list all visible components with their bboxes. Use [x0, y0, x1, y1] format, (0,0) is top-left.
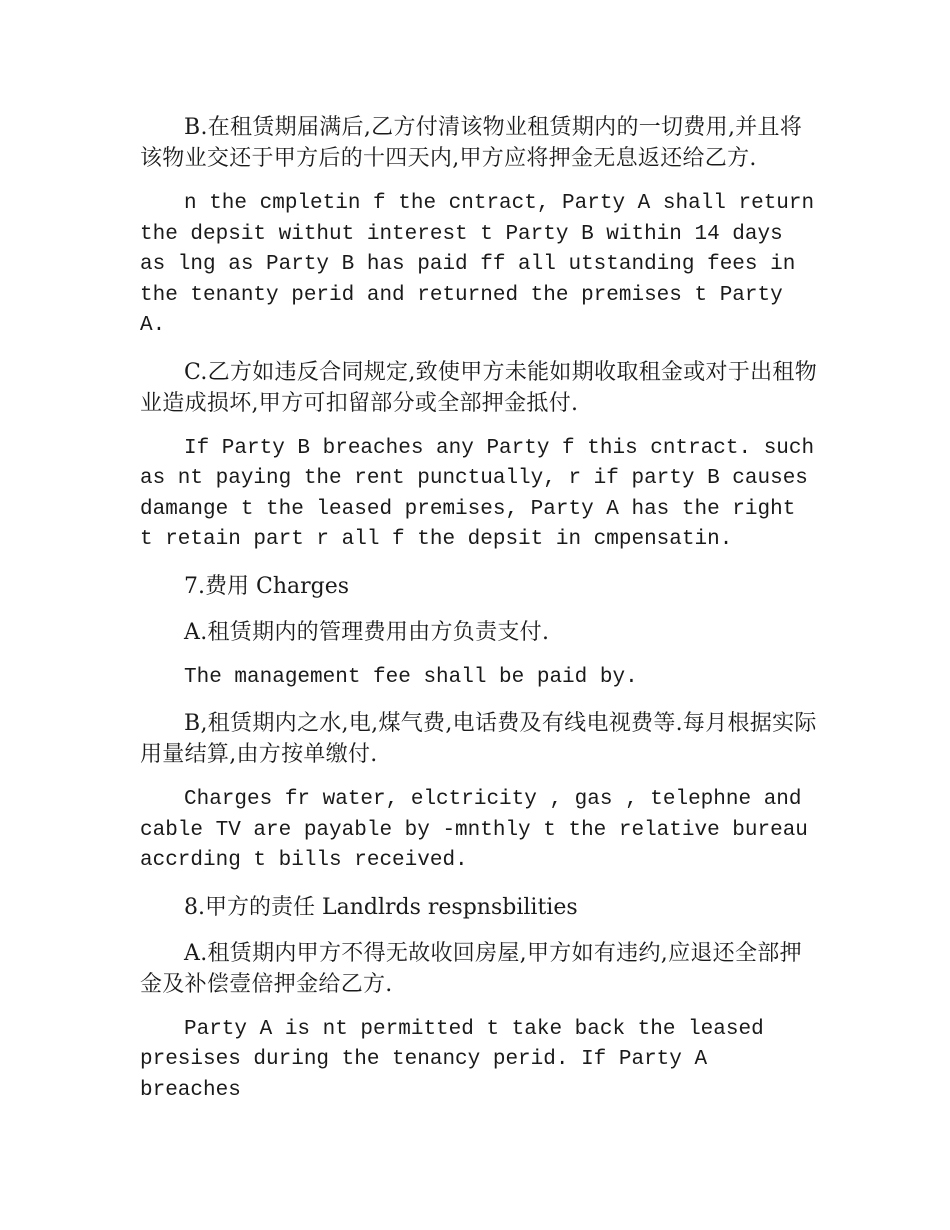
section-8-heading: 8.甲方的责任 Landlrds respnsbilities [184, 894, 578, 920]
clause-7a-management-fee-cn: A.租赁期内的管理费用由方负责支付. [184, 619, 550, 645]
clause-8a-no-repossession-cn: A.租赁期内甲方不得无故收回房屋,甲方如有违约,应退还全部押金及补偿壹倍押金给乙方. [140, 940, 802, 997]
clause-7b-utilities-cn: B,租赁期内之水,电,煤气费,电话费及有线电视费等.每月根据实际用量结算,由方按单缴付. [140, 711, 817, 767]
clause-b-deposit-return-en: n the cmpletin f the cntract, Party A shall return the depsit withut interest t Party B within 14 days as lng as Party B has paid ff all utstanding fees in the tenanty perid and returned the premises t Party A. [140, 192, 815, 337]
clause-7b-utilities-en: Charges fr water, elctricity , gas , telephne and cable TV are payable by -mnthly t the relative bureau accrding t bills received. [140, 788, 808, 872]
clause-7a-management-fee-en: The management fee shall be paid by. [184, 665, 638, 689]
clause-c-deposit-retention-en: If Party B breaches any Party f this cntract. such as nt paying the rent punctually, r if party B causes damange t the leased premises, Party A has the right t retain part r all f the depsit in cmpensatin. [140, 436, 815, 551]
document-body [140, 112, 820, 1121]
clause-8a-no-repossession-en: Party A is nt permitted t take back the leased presises during the tenancy perid. If Party A breaches [140, 1017, 764, 1102]
clause-b-deposit-return-cn: B.在租赁期届满后,乙方付清该物业租赁期内的一切费用,并且将该物业交还于甲方后的十四天内,甲方应将押金无息返还给乙方. [140, 115, 803, 171]
section-7-heading: 7.费用 Charges [184, 573, 350, 599]
clause-c-deposit-retention-cn: C.乙方如违反合同规定,致使甲方未能如期收取租金或对于出租物业造成损坏,甲方可扣留部分或全部押金抵付. [140, 359, 818, 416]
